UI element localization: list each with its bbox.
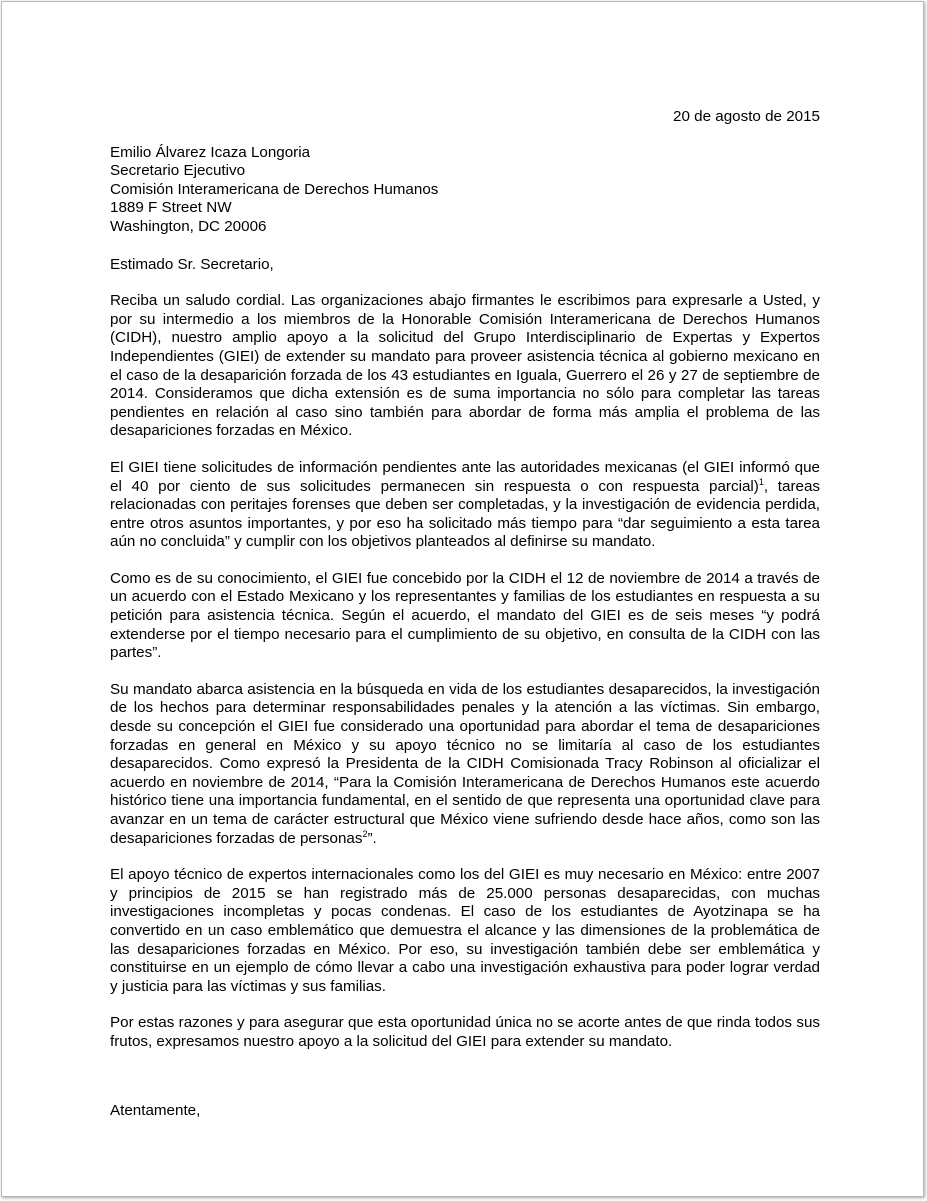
- recipient-title: Secretario Ejecutivo: [110, 162, 246, 180]
- recipient-address: [110, 144, 820, 237]
- closing: Atentamente,: [110, 1101, 201, 1119]
- document-page: [1, 1, 924, 1197]
- paragraph-text: El apoyo técnico de expertos internacionales como los del GIEI es muy necesario en México: entre 2007 y principios de 2015 se han registrado más de 25.000 personas desaparecidas, con muchas investigaciones incompletas y pocas condenas. El caso de los estudiantes de Ayotzinapa se ha convertido en un caso emblemático que demuestra el alcance y las dimensiones de la problemática de las desapariciones forzadas en México. Por eso, su investigación también debe ser emblemática y constituirse en un ejemplo de cómo llevar a cabo una investigación exhaustiva para poder lograr verdad y justicia para las víctimas y sus familias.: [110, 866, 820, 995]
- paragraph-pending-requests: [110, 459, 820, 552]
- footnote-marker: 2: [362, 828, 368, 839]
- paragraph-origin: [110, 570, 820, 663]
- footnote-marker: 1: [758, 476, 764, 487]
- recipient-city: Washington, DC 20006: [110, 217, 267, 235]
- paragraph-conclusion: [110, 1014, 820, 1051]
- paragraph-text: Reciba un saludo cordial. Las organizaciones abajo firmantes le escribimos para expresarle a Usted, y por su intermedio a los miembros de la Honorable Comisión Interamericana de Derechos Humanos (CIDH), nuestro amplio apoyo a la solicitud del Grupo Interdisciplinario de Expertas y Expertos Independientes (GIEI) de extender su mandato para proveer asistencia técnica al gobierno mexicano en el caso de la desaparición forzada de los 43 estudiantes en Iguala, Guerrero el 26 y 27 de septiembre de 2014. Consideramos que dicha extensión es de suma importancia no sólo para completar las tareas pendientes en relación al caso sino también para abordar de forma más amplia el problema de las desapariciones forzadas en México.: [110, 292, 820, 440]
- salutation: Estimado Sr. Secretario,: [110, 255, 274, 273]
- paragraph-text: Como es de su conocimiento, el GIEI fue concebido por la CIDH el 12 de noviembre de 2014 a través de un acuerdo con el Estado Mexicano y los representantes y familias de los estudiantes en respuesta a su petición para asistencia técnica. Según el acuerdo, el mandato del GIEI es de seis meses “y podrá extenderse por el tiempo necesario para el cumplimiento de su objetivo, en consulta de la CIDH con las partes”.: [110, 569, 820, 662]
- recipient-organization: Comisión Interamericana de Derechos Humanos: [110, 180, 439, 198]
- paragraph-mandate: [110, 681, 820, 848]
- paragraph-text-before: Su mandato abarca asistencia en la búsqueda en vida de los estudiantes desaparecidos, la investigación de los hechos para determinar responsabilidades penales y la atención a las víctimas. Sin embargo, desde su concepción el GIEI fue considerado una oportunidad para abordar el tema de desapariciones forzadas en general en México y su apoyo técnico no se limitaría al caso de los estudiantes desaparecidos. Como expresó la Presidenta de la CIDH Comisionada Tracy Robinson al oficializar el acuerdo en noviembre de 2014, “Para la Comisión Interamericana de Derechos Humanos este acuerdo histórico tiene una importancia fundamental, en el sentido de que representa una oportunidad clave para avanzar en un tema de carácter estructural que México viene sufriendo desde hace años, como son las desapariciones forzadas de personas: [110, 680, 820, 847]
- letter-body: [110, 108, 820, 1120]
- recipient-name: Emilio Álvarez Icaza Longoria: [110, 143, 311, 161]
- paragraph-text: Por estas razones y para asegurar que esta oportunidad única no se acorte antes de que rinda todos sus frutos, expresamos nuestro apoyo a la solicitud del GIEI para extender su mandato.: [110, 1014, 820, 1050]
- paragraph-text-after: ”.: [367, 829, 377, 847]
- paragraph-text-before: El GIEI tiene solicitudes de información pendientes ante las autoridades mexicanas (el GIEI informó que el 40 por ciento de sus solicitudes permanecen sin respuesta o con respuesta parcial): [110, 458, 820, 495]
- paragraph-intro: [110, 292, 820, 441]
- paragraph-text-after: , tareas relacionadas con peritajes forenses que deben ser completadas, y la investigación de evidencia perdida, entre otros asuntos importantes, y por eso ha solicitado más tiempo para “dar seguimiento a esta tarea aún no concluida” y cumplir con los objetivos planteados al definirse su mandato.: [110, 477, 821, 551]
- recipient-street: 1889 F Street NW: [110, 199, 232, 217]
- letter-date: 20 de agosto de 2015: [673, 108, 820, 125]
- paragraph-technical-support: [110, 866, 820, 996]
